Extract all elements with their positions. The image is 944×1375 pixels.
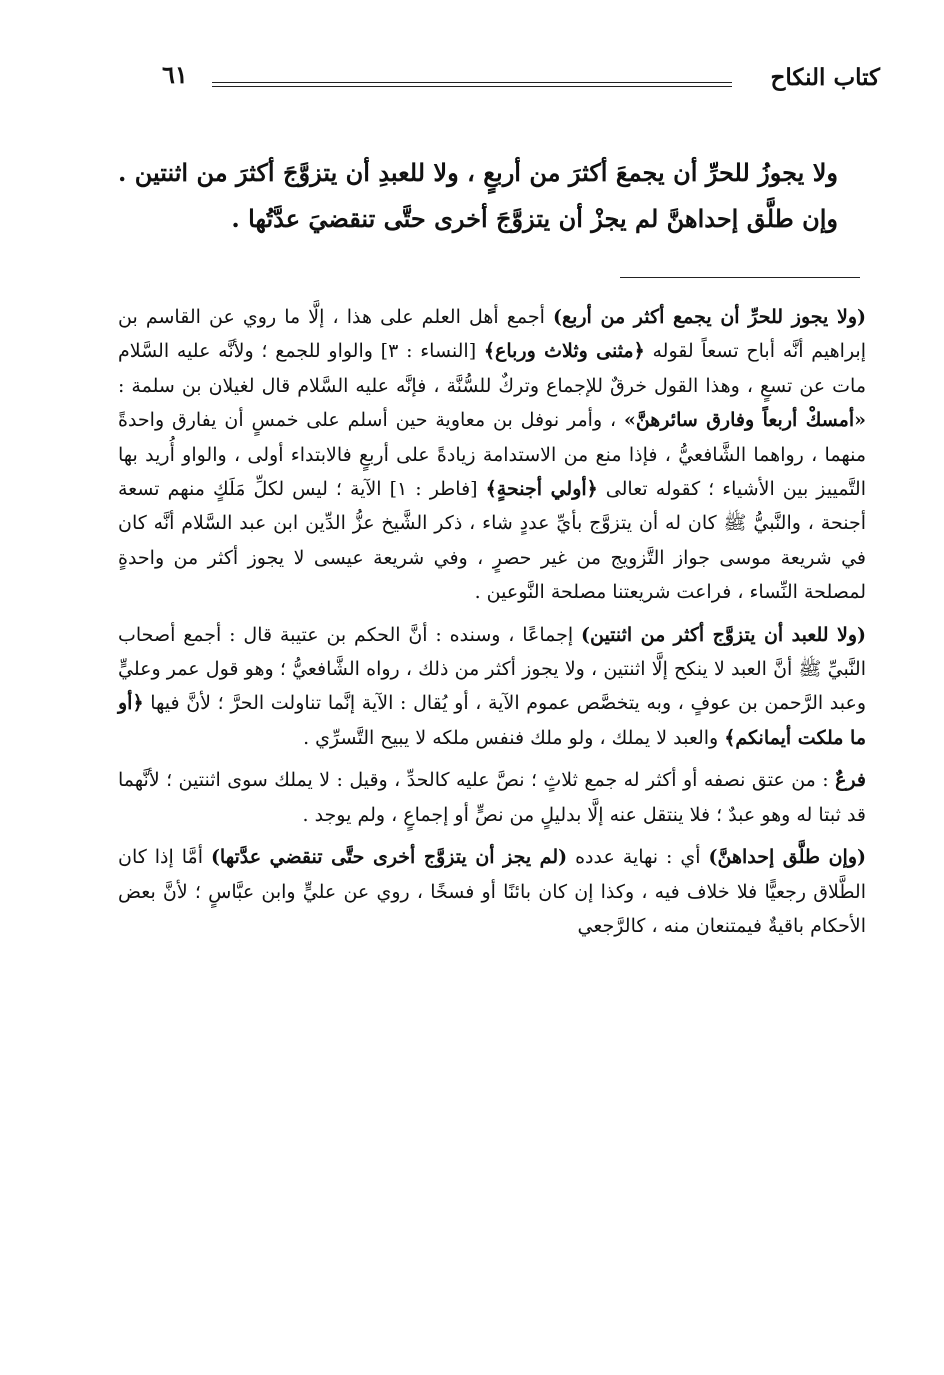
quoted-text: (ولا يجوز للحرِّ أن يجمع أكثر من أربع) bbox=[552, 306, 866, 328]
commentary-text: : من عتق نصفه أو أكثر له جمع ثلاثٍ ؛ نصَّ عليه كالحدِّ ، وقيل : لا يملك سوى اثنتين ؛ لأنَّهما قد ثبتا له وهو عبدٌ ؛ فلا ينتقل عنه إلَّا بدليلٍ من نصٍّ أو إجماعٍ ، ولم يوجد . bbox=[118, 769, 866, 826]
commentary-paragraph-1 bbox=[118, 300, 866, 610]
commentary-paragraph-4 bbox=[118, 840, 866, 943]
footnote-separator bbox=[620, 277, 860, 278]
page-number: ٦١ bbox=[162, 60, 188, 89]
quran-quote: ﴿أولي أجنحةٍ﴾ bbox=[485, 478, 598, 501]
commentary-text: أجمع أهل العلم على هذا ، إلَّا ما روي عن القاسم بن إبراهيم أنَّه أباح تسعاً لقوله bbox=[118, 306, 866, 363]
running-title: كتاب النكاح bbox=[770, 64, 880, 91]
commentary bbox=[118, 300, 866, 951]
quran-quote: ﴿مثنى وثلاث ورباع﴾ bbox=[483, 340, 645, 363]
quoted-text: فرعٌ bbox=[835, 769, 866, 792]
header-rule bbox=[212, 82, 732, 87]
commentary-text: إجماعًا ، وسنده : أنَّ الحكم بن عتيبة قال : أجمع أصحاب النَّبيِّ ﷺ أنَّ العبد لا ينكح إلَّا اثنتين ، ولا يجوز أكثر من ذلك ، رواه الشَّافعيُّ ؛ وهو قول عمر وعليٍّ وعبد الرَّحمن بن عوفٍ ، وبه يتخصَّص عموم الآية ، أو يُقال : الآية إنَّما تناولت الحرَّ ؛ لأنَّ فيها bbox=[118, 623, 866, 715]
commentary-text: أمَّا إذا كان الطَّلاق رجعيًّا فلا خلاف فيه ، وكذا إن كان بائنًا أو فسخًا ، روي عن عليٍّ وابن عبَّاسٍ ؛ لأنَّ بعض الأحكام باقيةٌ فيمتنعان منه ، كالرَّجعي bbox=[118, 846, 866, 937]
main-text bbox=[118, 150, 838, 242]
running-header bbox=[150, 58, 880, 98]
commentary-text: أي : نهاية عدده bbox=[567, 846, 709, 869]
quran-quote: ﴿أو ما ملكت أيمانكم﴾ bbox=[118, 692, 866, 749]
commentary-text: ، وأمر نوفل بن معاوية حين أسلم على خمسٍ أن يفارق واحدةً منهما ، رواهما الشَّافعيُّ ، فإذا منع من الاستدامة زيادةً على أربعٍ فالابتداء أولى ، والواو أُريد بها التَّمييز بين الأشياء ؛ كقوله تعالى bbox=[118, 409, 866, 501]
commentary-paragraph-2 bbox=[118, 618, 866, 756]
quoted-text: (لم يجز أن يتزوَّج أخرى حتَّى تنقضي عدَّتها) bbox=[210, 846, 568, 869]
commentary-paragraph-3 bbox=[118, 763, 866, 832]
commentary-text: والعبد لا يملك ، ولو ملك فنفس ملكه لا يبيح التَّسرِّي . bbox=[303, 726, 725, 749]
quoted-text: (وإن طلَّق إحداهنَّ) bbox=[708, 846, 866, 869]
quoted-text: (ولا للعبد أن يتزوَّج أكثر من اثنتين) bbox=[580, 623, 866, 646]
main-text-paragraph: ولا يجوزُ للحرِّ أن يجمعَ أكثرَ من أربعٍ ، ولا للعبدِ أن يتزوَّجَ أكثرَ من اثنتين . وإن طلَّق إحداهنَّ لم يجزْ أن يتزوَّجَ أخرى حتَّى تنقضيَ عدَّتُها . bbox=[118, 158, 838, 233]
commentary-text: [فاطر : ١] الآية ؛ ليس لكلِّ مَلَكٍ منهم تسعة أجنحة ، والنَّبيُّ ﷺ كان له أن يتزوَّج بأيِّ عددٍ شاء ، ذكر الشَّيخ عزُّ الدِّين ابن عبد السَّلام أنَّه كان في شريعة موسى جواز التَّزويج من غير حصرٍ ، وفي شريعة عيسى لا يجوز أكثر من واحدةٍ لمصلحة النِّساء ، فراعت شريعتنا مصلحة النَّوعين . bbox=[118, 478, 866, 604]
hadith-quote: «أمسكْ أربعاً وفارق سائرهنَّ» bbox=[623, 409, 866, 432]
commentary-text: [النساء : ٣] والواو للجمع ؛ ولأنَّه عليه السَّلام مات عن تسعٍ ، وهذا القول خرقٌ للإجماع وتركٌ للسُّنَّة ، فإنَّه عليه السَّلام قال لغيلان بن سلمة : bbox=[118, 340, 866, 397]
